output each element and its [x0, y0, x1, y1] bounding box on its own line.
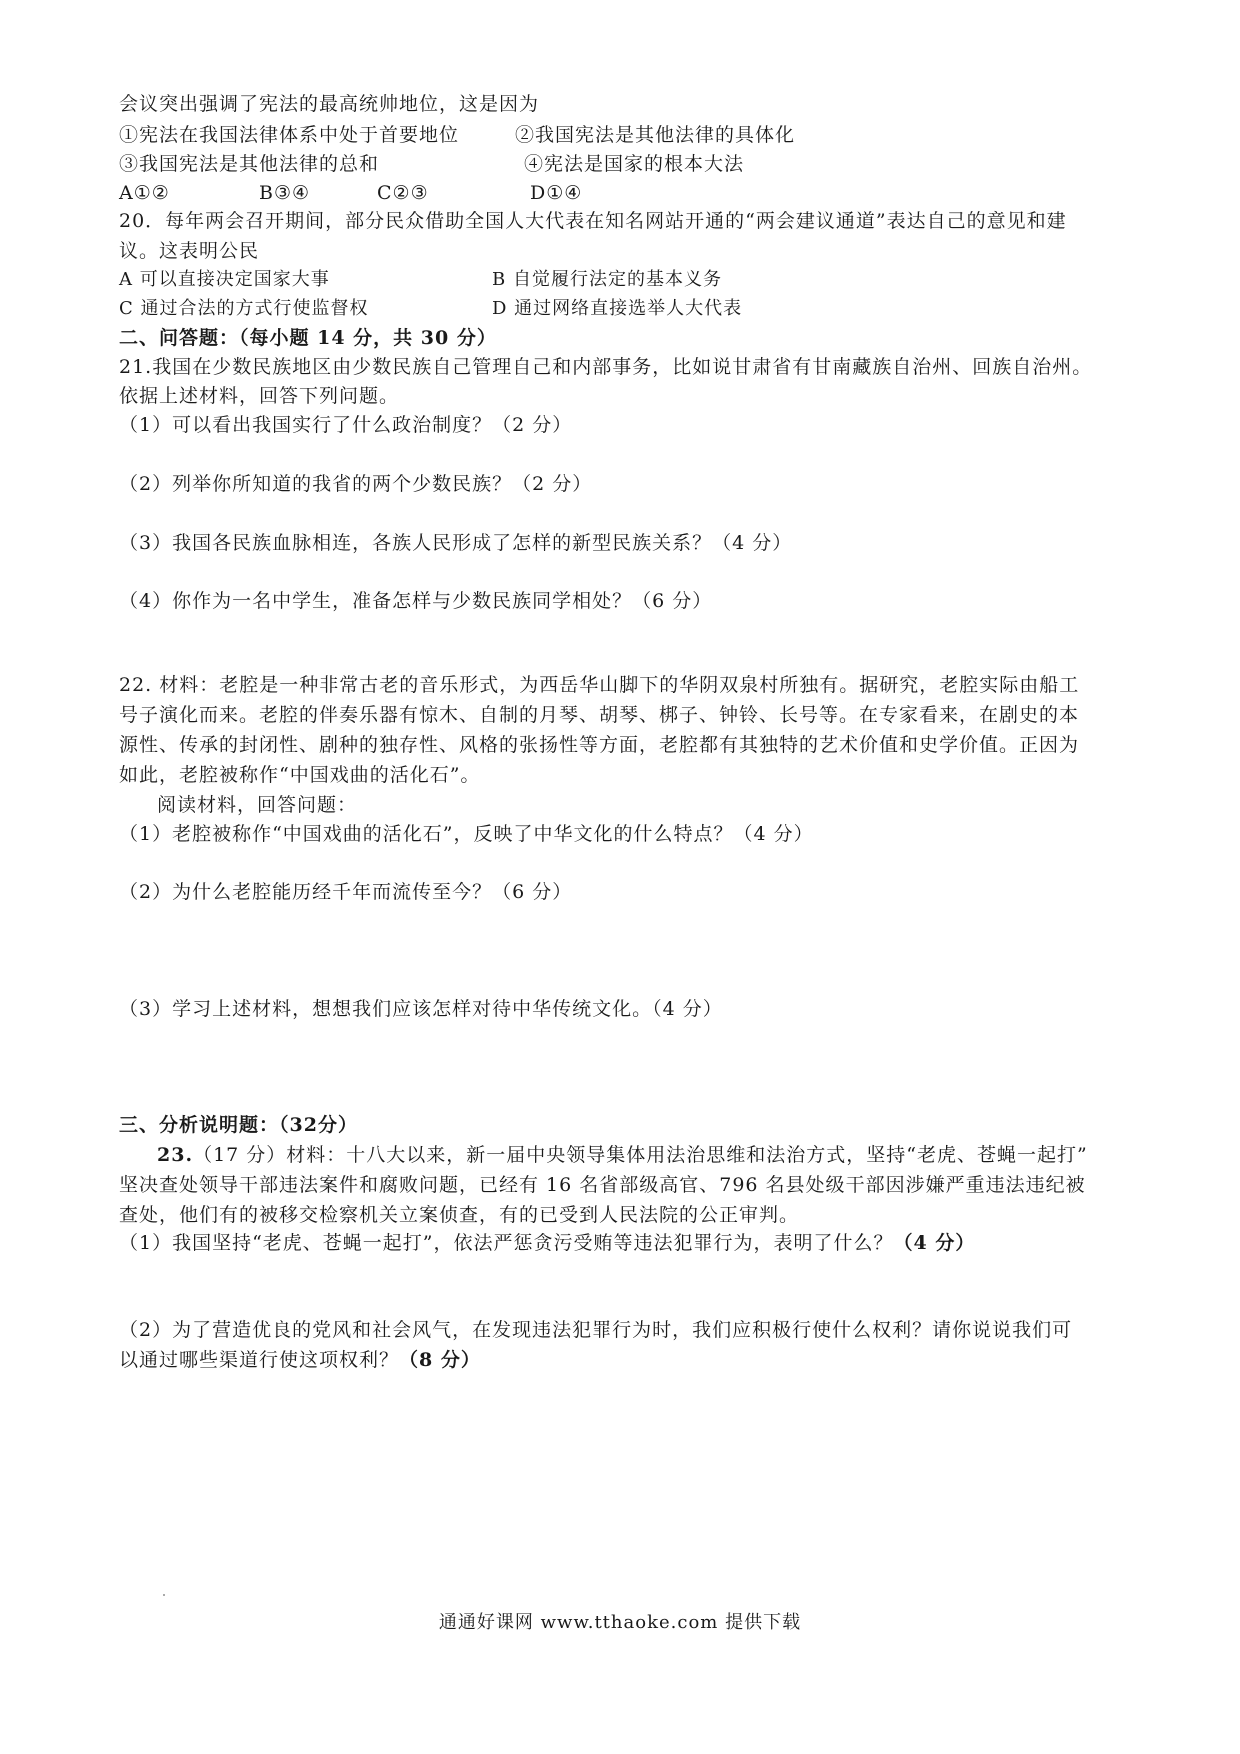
q22-part-1: （1）老腔被称作“中国戏曲的活化石”，反映了中华文化的什么特点？（4 分） — [119, 823, 814, 845]
q22-instruction: 阅读材料，回答问题： — [157, 794, 358, 816]
q23-material-line1 — [157, 1142, 1088, 1168]
q19-option-a: A①② — [119, 182, 170, 204]
q19-option-d: D①④ — [530, 182, 583, 204]
q23-material-line3: 查处，他们有的被移交检察机关立案侦查，有的已受到人民法院的公正审判。 — [119, 1204, 800, 1226]
q21-part-3: （3）我国各民族血脉相连，各族人民形成了怎样的新型民族关系？（4 分） — [119, 532, 793, 554]
q20-option-c: C 通过合法的方式行使监督权 — [119, 298, 369, 319]
q21-part-1: （1）可以看出我国实行了什么政治制度？（2 分） — [119, 414, 573, 436]
q19-option-b: B③④ — [259, 182, 311, 204]
q22-part-2: （2）为什么老腔能历经千年而流传至今？（6 分） — [119, 881, 573, 903]
q23-part-2-line1: （2）为了营造优良的党风和社会风气，在发现违法犯罪行为时，我们应积极行使什么权利？请你说说我们可 — [119, 1319, 1073, 1341]
scan-speck — [163, 1594, 165, 1596]
q23-material-line2: 坚决查处领导干部违法案件和腐败问题，已经有 16 名省部级高官、796 名县处级干部因涉嫌严重违法违纪被 — [119, 1174, 1086, 1196]
q23-part-2-text: 以通过哪些渠道行使这项权利？ — [119, 1349, 400, 1371]
q23-number: 23. — [157, 1144, 194, 1166]
q23-part-1-text: （1）我国坚持“老虎、苍蝇一起打”，依法严惩贪污受贿等违法犯罪行为，表明了什么？ — [119, 1232, 894, 1254]
q23-part-2-score: （8 分） — [399, 1349, 481, 1371]
q22-material-line4: 如此，老腔被称作“中国戏曲的活化石”。 — [119, 764, 481, 786]
q23-part-1-score: （4 分） — [893, 1232, 976, 1254]
q22-material-line1: 22. 材料：老腔是一种非常古老的音乐形式，为西岳华山脚下的华阴双泉村所独有。据研究，老腔实际由船工 — [119, 674, 1080, 696]
q19-statement-4: ④宪法是国家的根本大法 — [524, 153, 745, 175]
q20-stem-line1: 20．每年两会召开期间，部分民众借助全国人大代表在知名网站开通的“两会建议通道”表达自己的意见和建 — [119, 210, 1067, 232]
q20-option-a: A 可以直接决定国家大事 — [119, 269, 330, 290]
q21-part-4: （4）你作为一名中学生，准备怎样与少数民族同学相处？（6 分） — [119, 590, 713, 612]
q21-stem-line2: 依据上述材料，回答下列问题。 — [119, 385, 400, 407]
q19-statement-1: ①宪法在我国法律体系中处于首要地位 — [119, 124, 460, 146]
q22-part-3: （3）学习上述材料，想想我们应该怎样对待中华传统文化。（4 分） — [119, 998, 723, 1020]
q23-part-2-line2 — [119, 1347, 481, 1373]
q21-stem-line1: 21.我国在少数民族地区由少数民族自己管理自己和内部事务，比如说甘肃省有甘南藏族自治州、回族自治州。 — [119, 356, 1093, 378]
q19-statement-2: ②我国宪法是其他法律的具体化 — [515, 124, 796, 146]
q22-material-line3: 源性、传承的封闭性、剧种的独存性、风格的张扬性等方面，老腔都有其独特的艺术价值和史学价值。正因为 — [119, 734, 1080, 756]
q19-stem: 会议突出强调了宪法的最高统帅地位，这是因为 — [119, 93, 540, 115]
page-footer: 通通好课网 www.tthaoke.com 提供下载 — [438, 1612, 802, 1633]
q23-part-1 — [119, 1230, 975, 1256]
q19-statement-3: ③我国宪法是其他法律的总和 — [119, 153, 380, 175]
q20-stem-line2: 议。这表明公民 — [119, 240, 260, 262]
section-2-title: 二、问答题：（每小题 14 分，共 30 分） — [119, 327, 497, 349]
section-3-title: 三、分析说明题：（32分） — [119, 1114, 358, 1136]
q22-material-line2: 号子演化而来。老腔的伴奏乐器有惊木、自制的月琴、胡琴、梆子、钟铃、长号等。在专家看来，在剧史的本 — [119, 704, 1080, 726]
q20-option-d: D 通过网络直接选举人大代表 — [492, 298, 743, 319]
q19-option-c: C②③ — [377, 182, 429, 204]
q23-material-text: （17 分）材料：十八大以来，新一届中央领导集体用法治思维和法治方式，坚持“老虎、苍蝇一起打” — [193, 1144, 1088, 1166]
q20-option-b: B 自觉履行法定的基本义务 — [492, 269, 722, 290]
q21-part-2: （2）列举你所知道的我省的两个少数民族？（2 分） — [119, 473, 593, 495]
